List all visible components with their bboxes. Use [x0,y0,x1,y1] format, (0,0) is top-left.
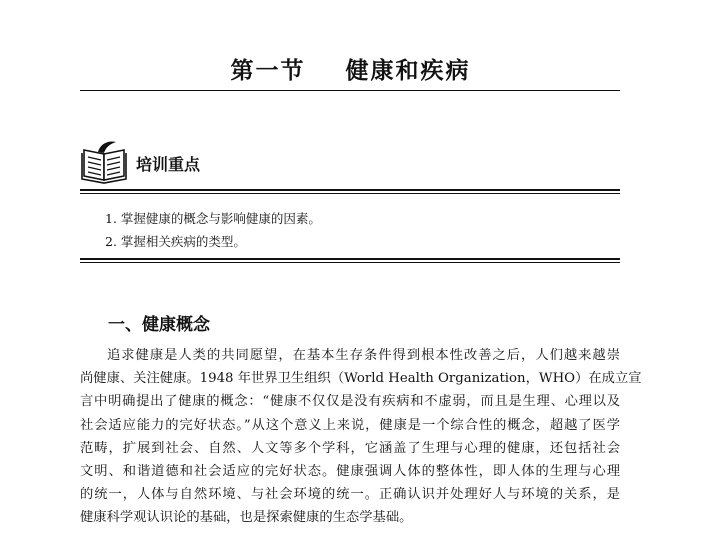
objective-item: 2. 掌握相关疾病的类型。 [105,234,246,249]
objective-item: 1. 掌握健康的概念与影响健康的因素。 [105,211,321,226]
paragraph-line: 尚健康、关注健康。1948 年世界卫生组织（World Health Organization，WHO）在成立宣 [80,371,642,387]
body-paragraph [80,344,642,530]
section-heading: 一、健康概念 [108,315,210,335]
open-book-icon [80,138,132,184]
paragraph-line: 言中明确提出了健康的概念：“健康不仅仅是没有疾病和不虚弱，而且是生理、心理以及 [80,394,620,410]
paragraph-line: 文明、和谐道德和社会适应的完好状态。健康强调人体的整体性，即人体的生理与心理 [80,463,620,479]
paragraph-line: 范畴，扩展到社会、自然、人文等多个学科，它涵盖了生理与心理的健康，还包括社会 [80,440,620,456]
paragraph-line: 社会适应能力的完好状态。”从这个意义上来说，健康是一个综合性的概念，超越了医学 [80,417,620,433]
training-box-title: 培训重点 [136,155,201,174]
page-title: 第一节 健康和疾病 [230,58,471,84]
paragraph-line: 的统一，人体与自然环境、与社会环境的统一。正确认识并处理好人与环境的关系，是 [80,487,620,503]
box-bottom-divider [80,258,620,263]
box-top-divider [80,189,620,194]
title-divider [80,90,620,91]
paragraph-line: 追求健康是人类的共同愿望，在基本生存条件得到根本性改善之后，人们越来越崇 [107,348,620,363]
paragraph-line: 健康科学观认识论的基础，也是探索健康的生态学基础。 [80,510,413,526]
